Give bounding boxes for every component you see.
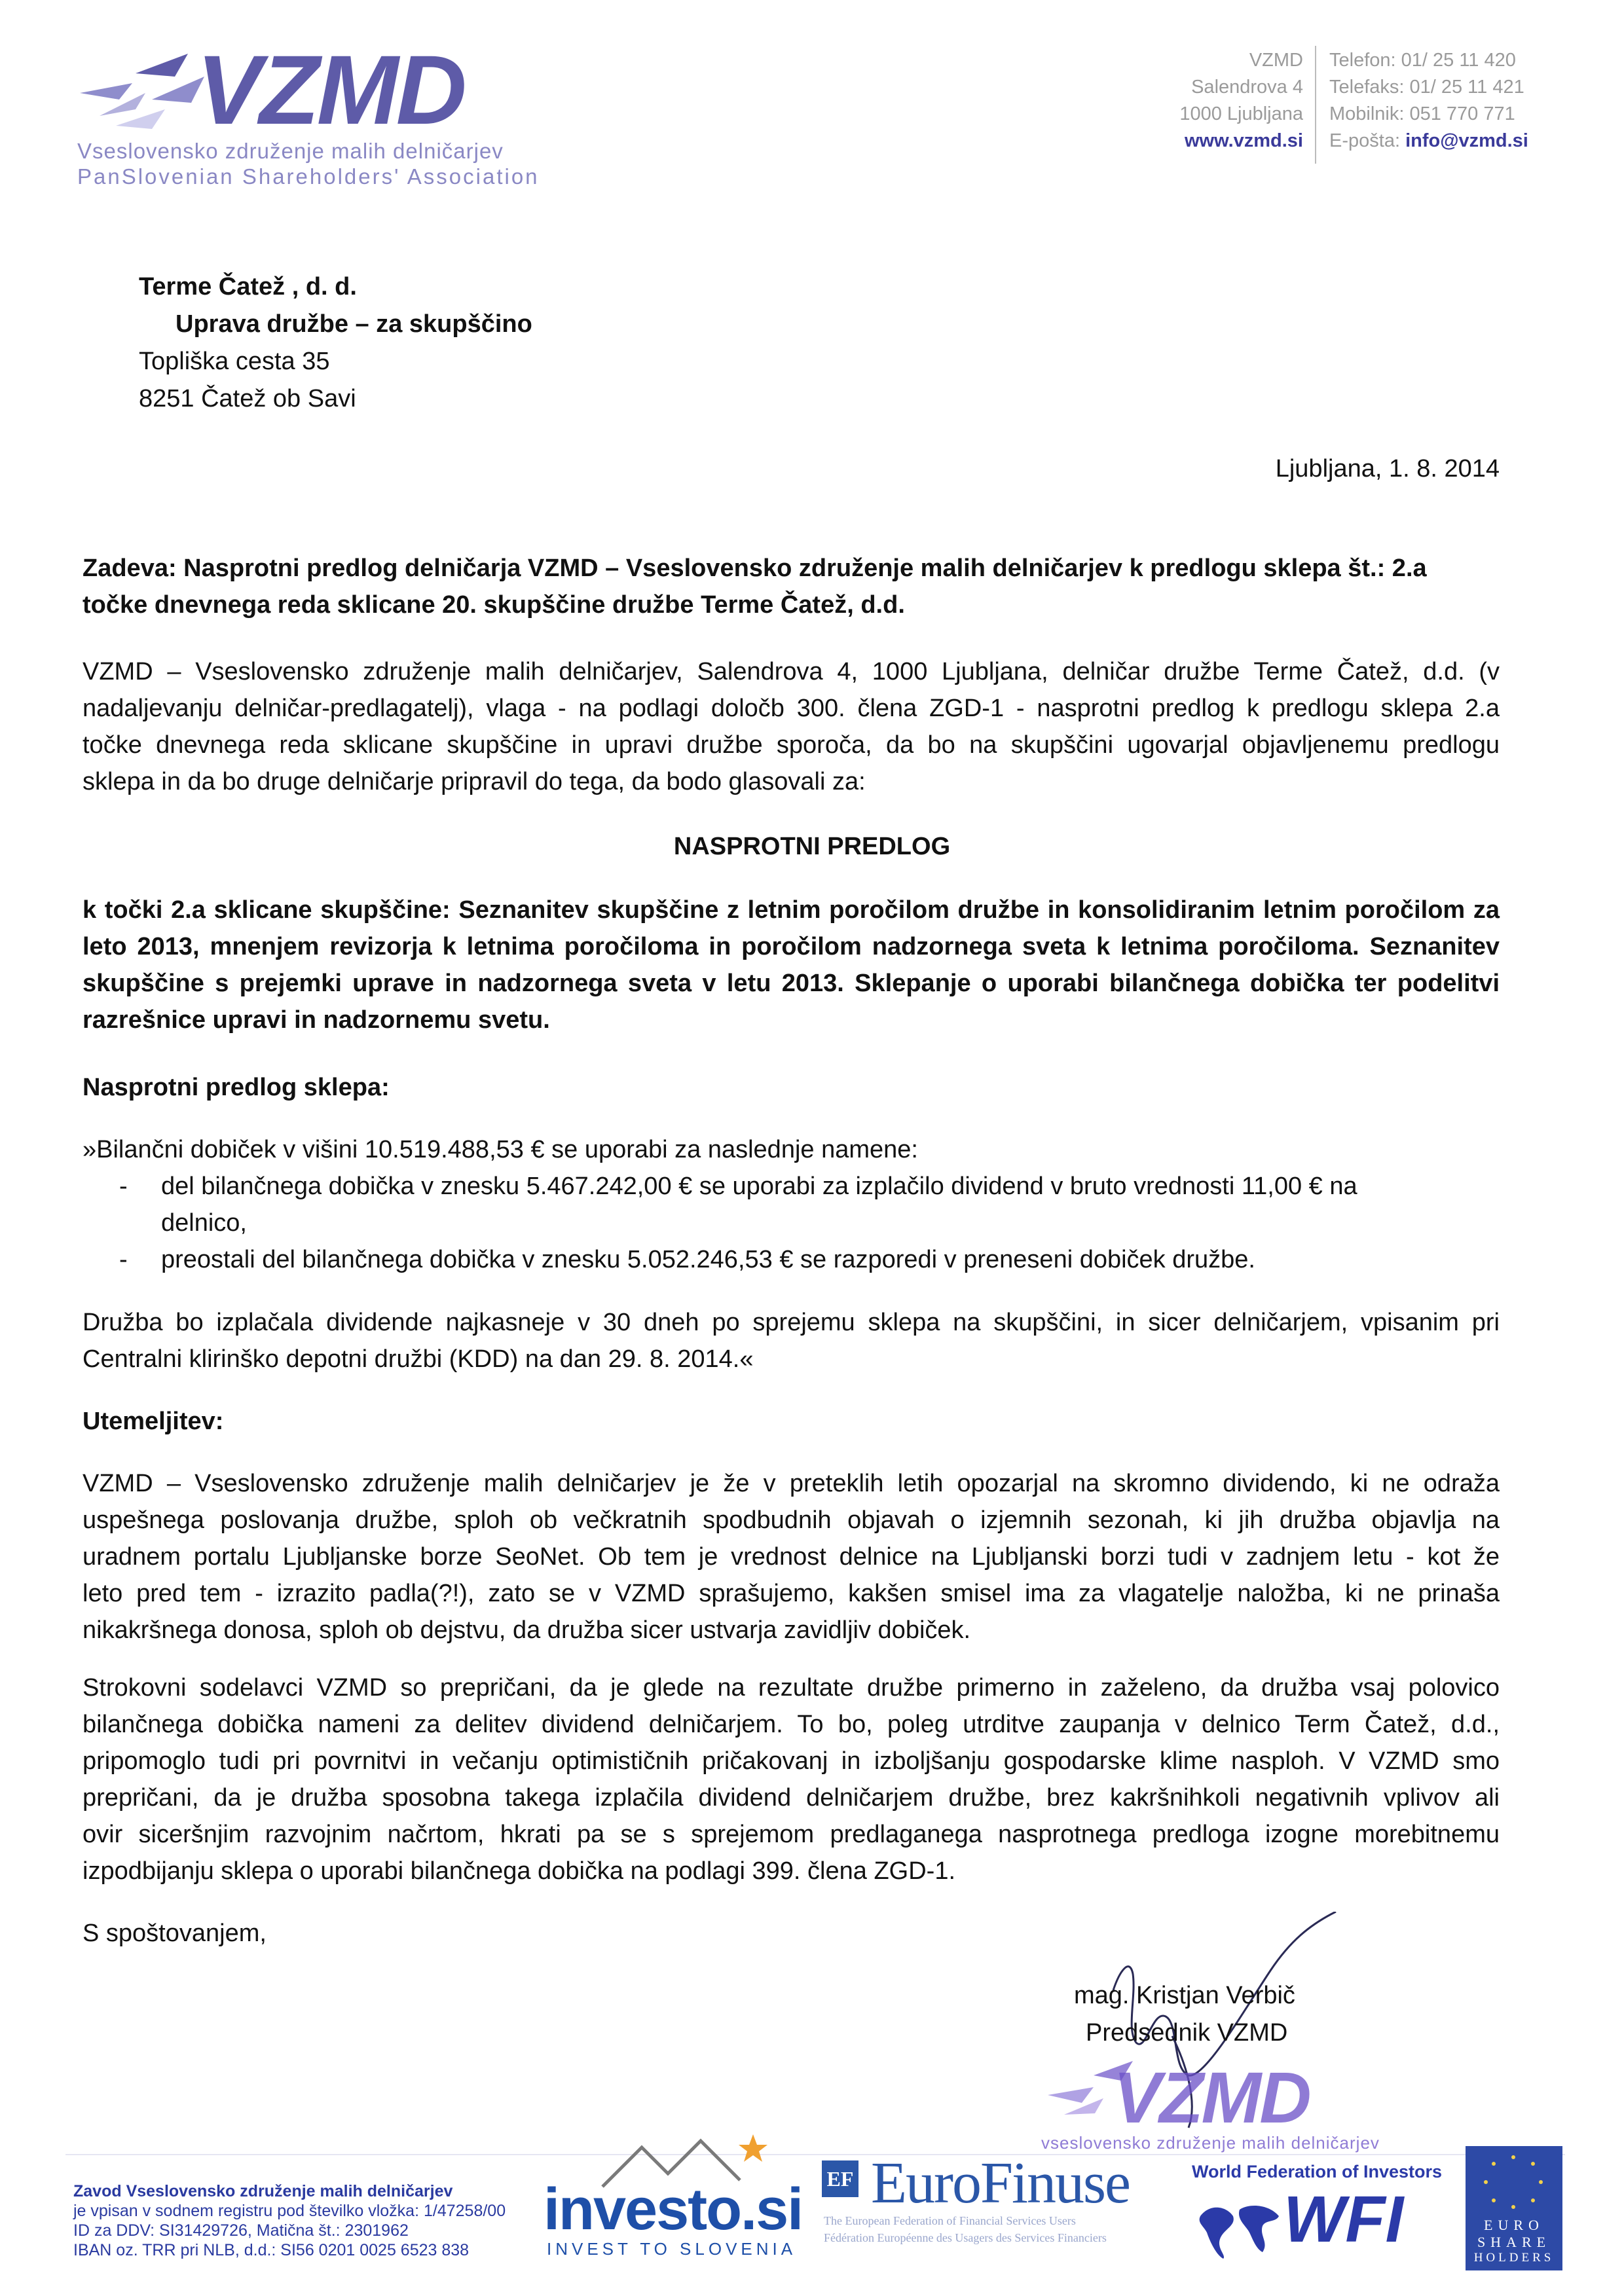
wfi-title: World Federation of Investors — [1192, 2162, 1443, 2181]
rationale-paragraph-2 — [83, 1669, 1500, 1889]
rationale-paragraph-1 — [83, 1465, 1500, 1649]
rationale-line: nikakršnega donosa, sploh ob dejstvu, da družba sicer ustvarja zavidljiv dobiček. — [83, 1616, 971, 1644]
recipient-department: Uprava družbe – za skupščino — [175, 310, 532, 338]
investo-logo: investo.si — [544, 2177, 803, 2242]
agenda-line: skupščine s prejemki uprave in nadzornega sveta v letu 2013. Sklepanje o uporabi bilančnega dobička ter podelitvi — [83, 970, 1500, 997]
footer-registration — [73, 2181, 506, 2260]
header-contacts — [1329, 47, 1528, 155]
intro-line: VZMD – Vseslovensko združenje malih delničarjev, Salendrova 4, 1000 Ljubljana, delničar družbe Terme Čatež, d.d. (v — [83, 658, 1500, 685]
footer-info-line: IBAN oz. TRR pri NLB, d.d.: SI56 0201 0025 6523 838 — [73, 2241, 470, 2259]
letter-date: Ljubljana, 1. 8. 2014 — [1275, 455, 1500, 483]
intro-line: nadaljevanju delničar-predlagatelj), vlaga - na podlagi določb 300. člena ZGD-1 - nasprotni predlog k predlogu sklepa 2.a — [83, 695, 1500, 722]
mobile: Mobilnik: 051 770 771 — [1329, 103, 1515, 124]
investo-tagline: INVEST TO SLOVENIA — [547, 2239, 797, 2259]
signatory-role: Predsednik VZMD — [1086, 2019, 1288, 2047]
rationale-line: bilančnega dobička nameni za delitev dividend delničarjem. To bo, poleg utrditve zaupanja v delnico Term Čatež, d.d., — [83, 1711, 1500, 1738]
email-row — [1329, 128, 1528, 155]
city: 1000 Ljubljana — [1179, 103, 1303, 124]
email-label: E-pošta: — [1329, 130, 1400, 151]
euroshareholders-line: HOLDERS — [1473, 2251, 1555, 2265]
intro-paragraph — [83, 653, 1500, 800]
heading-counter-proposal: NASPROTNI PREDLOG — [673, 833, 951, 860]
rationale-line: leto pred tem - izrazito padla(?!), zato se v VZMD sprašujemo, kakšen smisel ima za vlagatelje naložba, ki ne prinaša — [83, 1580, 1500, 1607]
stamp-wordmark: VZMD — [1113, 2058, 1310, 2138]
vzmd-logo-mark — [73, 47, 211, 132]
proposal-label: Nasprotni predlog sklepa: — [83, 1074, 390, 1101]
rationale-line: Strokovni sodelavci VZMD so prepričani, da je glede na rezultate družbe primerno in zaželeno, da družba vsaj polovico — [83, 1674, 1500, 1702]
rationale-line: izpodbijanju sklepa o uporabi bilančnega dobička na podlagi 399. člena ZGD-1. — [83, 1857, 956, 1885]
wfi-logo: WFI — [1283, 2183, 1404, 2256]
euroshareholders-line: EURO — [1484, 2217, 1544, 2233]
agenda-paragraph — [83, 892, 1500, 1038]
proposal-closing — [83, 1304, 1500, 1377]
recipient-city: 8251 Čatež ob Savi — [139, 385, 356, 412]
eurofinuse-mark: EF — [822, 2160, 858, 2197]
header-divider — [1315, 46, 1316, 164]
eurofinuse-subtitle-fr: Fédération Européenne des Usagers des Services Financiers — [824, 2231, 1107, 2244]
org-name: VZMD — [1249, 50, 1303, 71]
phone: Telefon: 01/ 25 11 420 — [1329, 50, 1516, 71]
header-address — [1179, 47, 1303, 155]
list-item — [83, 1241, 1500, 1278]
stamp-subtitle: vseslovensko združenje malih delničarjev — [1041, 2133, 1380, 2153]
list-item — [83, 1168, 1500, 1241]
fax: Telefaks: 01/ 25 11 421 — [1329, 77, 1524, 98]
subject-line: točke dnevnega reda sklicane 20. skupščine družbe Terme Čatež, d.d. — [83, 591, 905, 619]
street: Salendrova 4 — [1191, 77, 1303, 98]
intro-line: točke dnevnega reda sklicane skupščine in upravi družbe sporoča, da bo na skupščini ugovarjal objavljenemu predlogu — [83, 731, 1500, 759]
subject — [83, 550, 1500, 623]
rationale-label: Utemeljitev: — [83, 1408, 224, 1435]
proposal-closing-line: Družba bo izplačala dividende najkasneje v 30 dneh po sprejemu sklepa na skupščini, in sicer delničarjem, vpisanim pri — [83, 1309, 1500, 1336]
closing-salutation: S spoštovanjem, — [83, 1920, 267, 1947]
rationale-line: ovir siceršnjim razvojnim načrtom, hkrati pa se s sprejemom predlaganega nasprotnega predloga izogne morebitnemu — [83, 1821, 1500, 1848]
signatory-name: mag. Kristjan Verbič — [1074, 1982, 1295, 2009]
proposal-block — [83, 1131, 1500, 1278]
logo-subtitle-si: Vseslovensko združenje malih delničarjev — [77, 139, 504, 163]
rationale-line: uspešnega poslovanja družbe, sploh ob večkratnih spodbudnih objavah o izjemnih sezonah, ki jih družba objavlja na — [83, 1506, 1500, 1534]
rationale-line: uradnem portalu Ljubljanske borze SeoNet. Ob tem je vrednost delnice na Ljubljanski borzi tudi v zadnjem letu - kot že — [83, 1543, 1500, 1571]
bullet-dash: - — [119, 1173, 128, 1200]
footer-info-line: ID za DDV: SI31429726, Matična št.: 2301962 — [73, 2221, 409, 2240]
proposal-intro: »Bilančni dobiček v višini 10.519.488,53 € se uporabi za naslednje namene: — [83, 1136, 918, 1163]
rationale-line: pripomoglo tudi pri povrnitvi in večanju optimističnih pričakovanj in izboljšanju gospodarske klime nasploh. V VZMD smo — [83, 1747, 1500, 1775]
euroshareholders-line: SHARE — [1477, 2234, 1551, 2250]
euroshareholders-logo — [1466, 2146, 1562, 2270]
website-link[interactable]: www.vzmd.si — [1184, 130, 1303, 151]
list-item-line: preostali del bilančnega dobička v znesku 5.052.246,53 € se razporedi v preneseni dobiček družbe. — [161, 1246, 1255, 1273]
email-link[interactable]: info@vzmd.si — [1405, 130, 1528, 151]
logo-wordmark: VZMD — [196, 35, 464, 145]
recipient-street: Topliška cesta 35 — [139, 348, 330, 375]
intro-line: sklepa in da bo druge delničarje pripravil do tega, da bodo glasovali za: — [83, 768, 866, 795]
bullet-dash: - — [119, 1246, 128, 1273]
logo-subtitle-en: PanSlovenian Shareholders' Association — [77, 164, 540, 189]
globe-icon — [1197, 2190, 1282, 2262]
agenda-line: leto 2013, mnenjem revizorja k letnima poročiloma in poročilom nadzornega sveta k letnima poročiloma. Seznanitev — [83, 933, 1500, 960]
footer-divider — [65, 2154, 1565, 2155]
rationale-line: prepričani, da je družba sposobna takega izplačila dividend delničarjem družbe, brez kakršnihkoli negativnih vplivov ali — [83, 1784, 1500, 1812]
proposal-closing-line: Centralni klirinško depotni družbi (KDD) na dan 29. 8. 2014.« — [83, 1345, 754, 1373]
eurofinuse-subtitle-en: The European Federation of Financial Services Users — [824, 2214, 1076, 2227]
subject-line: Zadeva: Nasprotni predlog delničarja VZMD – Vseslovensko združenje malih delničarjev k predlogu sklepa št.: 2.a — [83, 555, 1427, 582]
list-item-line: delnico, — [161, 1209, 247, 1237]
agenda-line: razrešnice upravi in nadzornemu svetu. — [83, 1006, 550, 1034]
list-item-line: del bilančnega dobička v znesku 5.467.242,00 € se uporabi za izplačilo dividend v bruto vrednosti 11,00 € na — [161, 1173, 1357, 1200]
agenda-line: k točki 2.a sklicane skupščine: Seznanitev skupščine z letnim poročilom družbe in konsolidiranim letnim poročilom za — [83, 896, 1500, 924]
footer-info-line: je vpisan v sodnem registru pod številko vložka: 1/47258/00 — [73, 2202, 506, 2220]
footer-info-line: Zavod Vseslovensko združenje malih delničarjev — [73, 2182, 453, 2200]
recipient-company: Terme Čatež , d. d. — [139, 273, 357, 301]
rationale-line: VZMD – Vseslovensko združenje malih delničarjev je že v preteklih letih opozarjal na skromno dividendo, ki ne odraža — [83, 1470, 1500, 1497]
eurofinuse-logo: EuroFinuse — [871, 2151, 1130, 2215]
